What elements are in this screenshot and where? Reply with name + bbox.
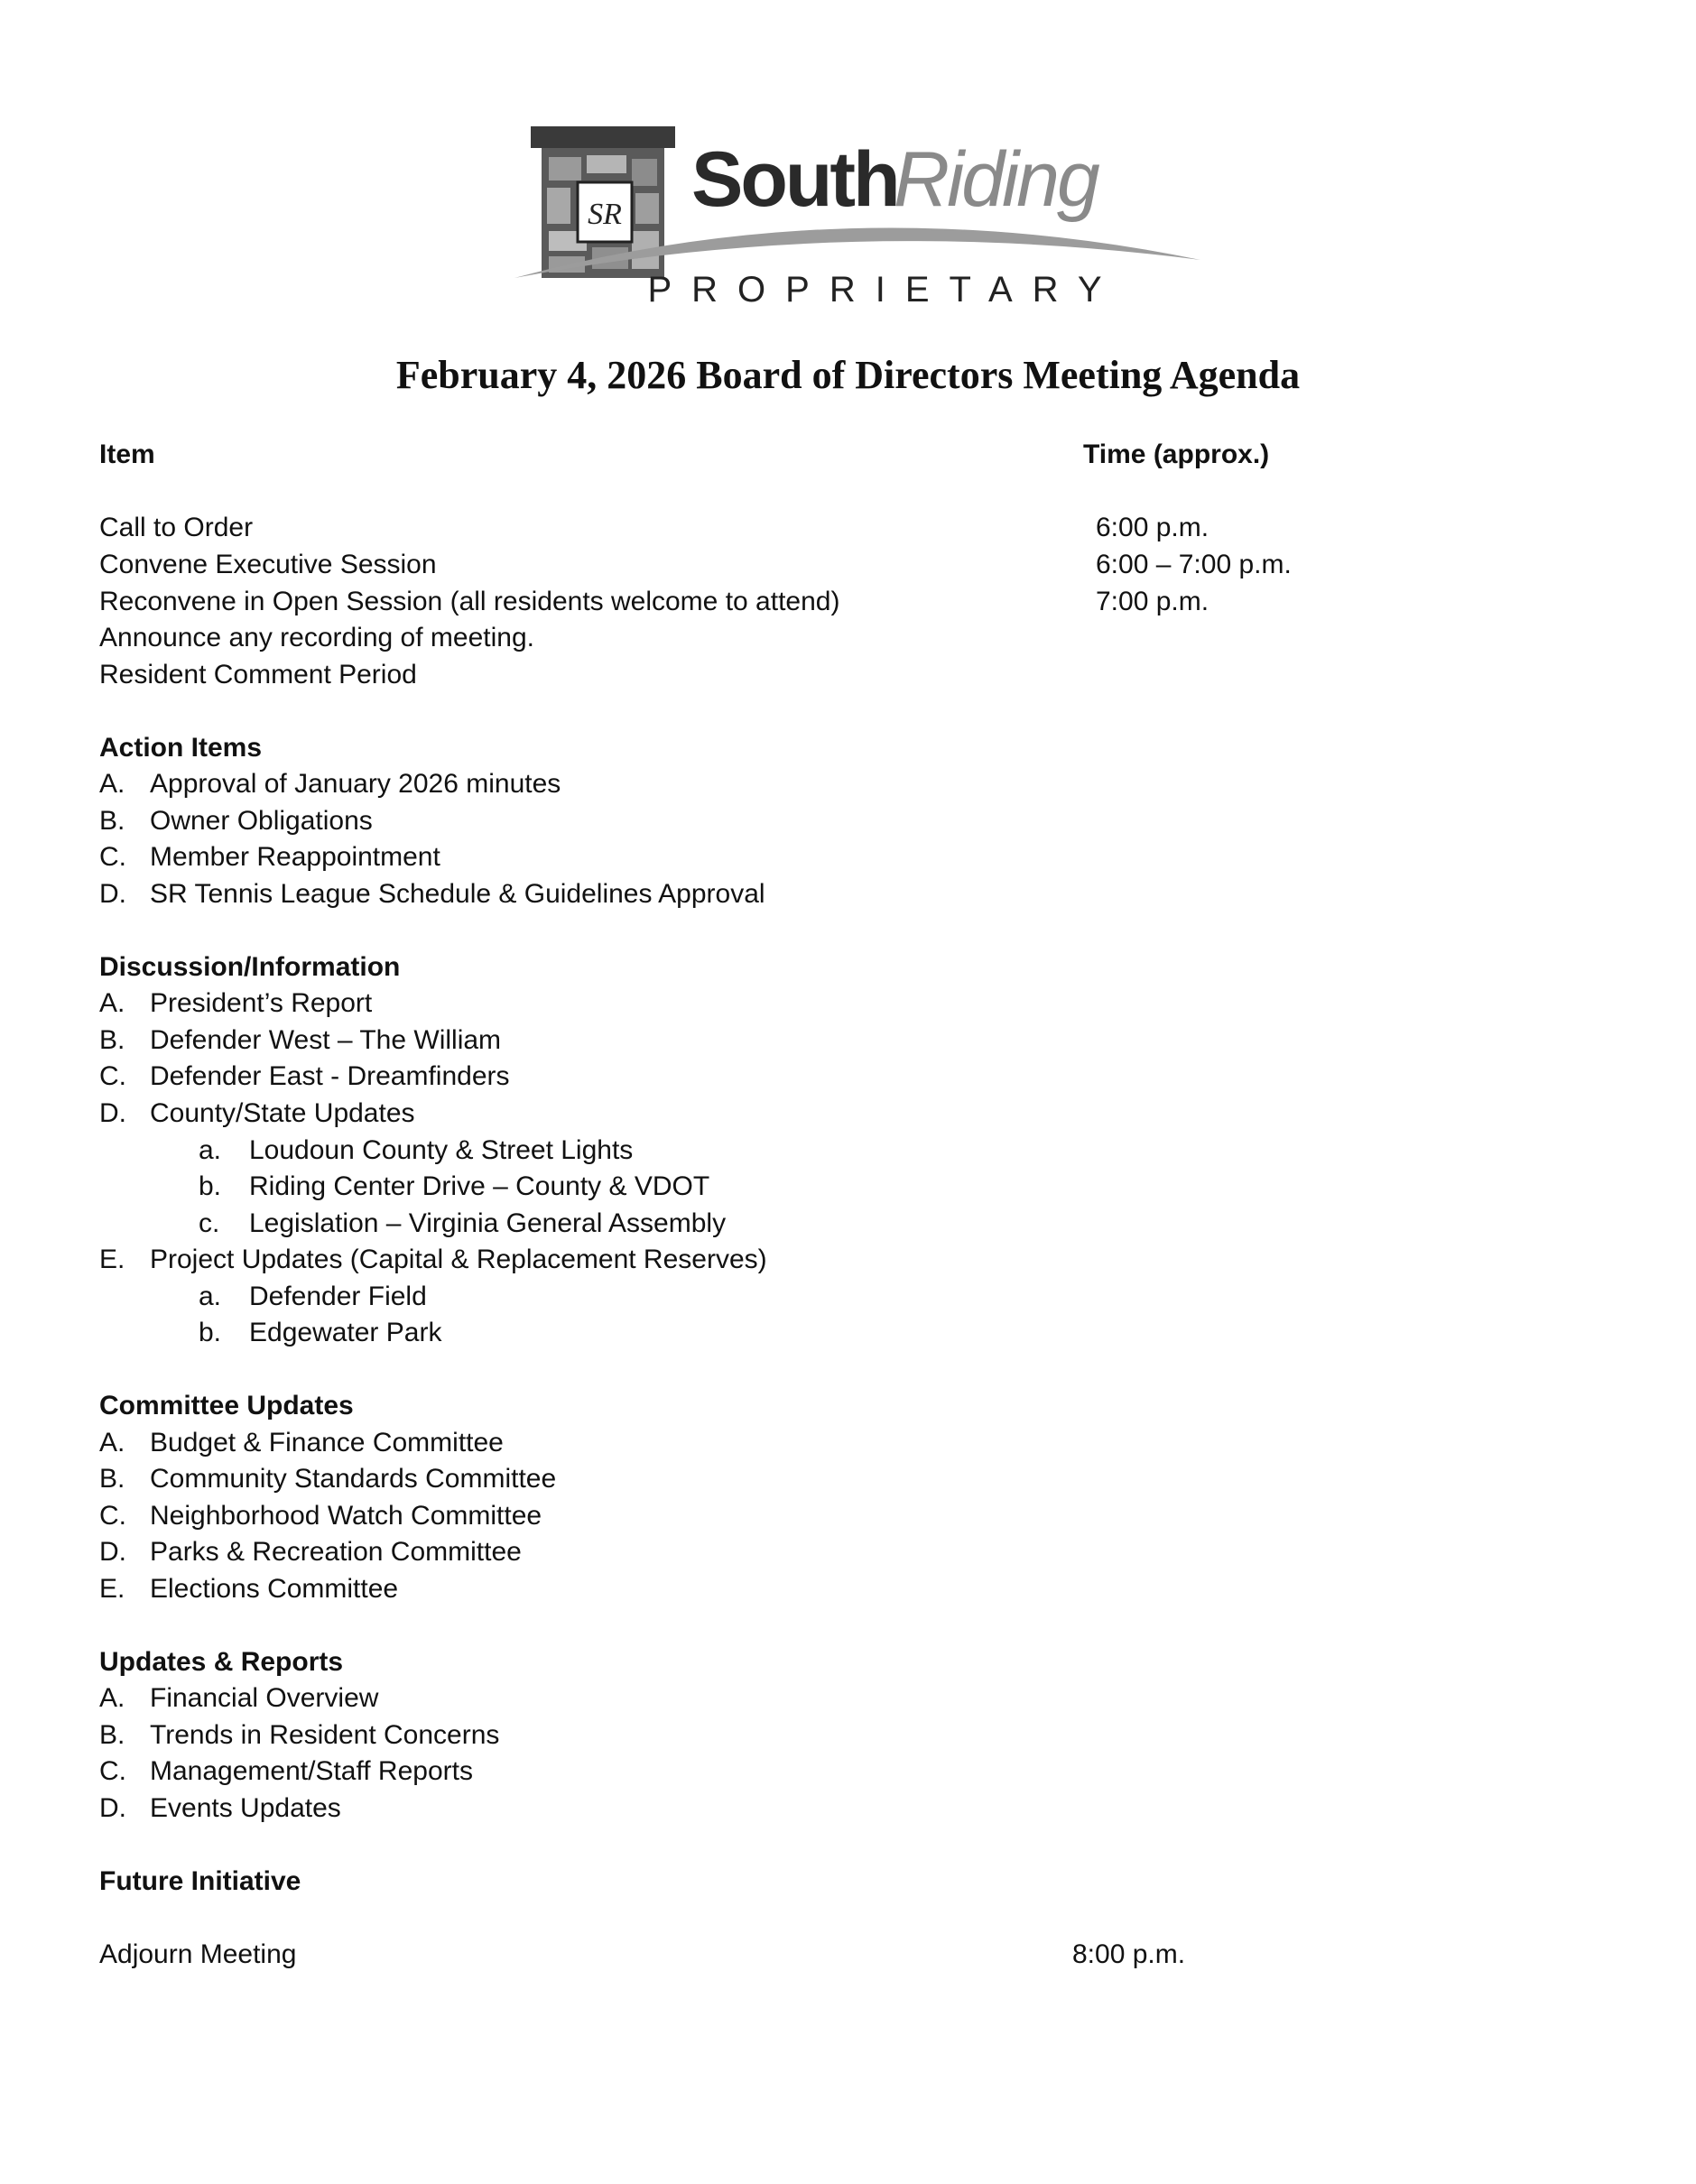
agenda-item-resident-comment: Resident Comment Period bbox=[99, 660, 417, 689]
logo-tagline: PROPRIETARY bbox=[647, 270, 1122, 310]
list-item: Project Updates (Capital & Replacement Reserves) bbox=[150, 1245, 767, 1274]
section-heading-future: Future Initiative bbox=[99, 1866, 301, 1896]
list-item: Management/Staff Reports bbox=[150, 1756, 473, 1786]
agenda-item-recording: Announce any recording of meeting. bbox=[99, 623, 534, 652]
list-item: County/State Updates bbox=[150, 1098, 415, 1128]
sub-item-letter: b. bbox=[199, 1318, 222, 1347]
list-item-letter: B. bbox=[99, 806, 125, 836]
section-heading-discussion: Discussion/Information bbox=[99, 952, 401, 982]
list-item: Owner Obligations bbox=[150, 806, 373, 836]
page-title: February 4, 2026 Board of Directors Meeting Agenda bbox=[395, 353, 1301, 397]
list-item-letter: A. bbox=[99, 769, 125, 799]
section-heading-committees: Committee Updates bbox=[99, 1391, 354, 1421]
list-item-letter: B. bbox=[99, 1720, 125, 1750]
agenda-time-open-session: 7:00 p.m. bbox=[1096, 587, 1209, 616]
sub-item-letter: b. bbox=[199, 1171, 222, 1201]
logo-monogram: SR bbox=[588, 198, 622, 231]
list-item-letter: A. bbox=[99, 988, 125, 1018]
sub-item-letter: a. bbox=[199, 1282, 222, 1311]
column-heading-item: Item bbox=[99, 440, 155, 469]
list-item: Events Updates bbox=[150, 1793, 341, 1823]
logo-brand-primary: South bbox=[691, 136, 898, 223]
list-item-letter: C. bbox=[99, 1501, 126, 1531]
agenda-item-open-session: Reconvene in Open Session (all residents welcome to attend) bbox=[99, 587, 840, 616]
sub-item: Defender Field bbox=[249, 1282, 427, 1311]
list-item-letter: B. bbox=[99, 1025, 125, 1055]
agenda-item-executive-session: Convene Executive Session bbox=[99, 550, 437, 579]
sub-item: Legislation – Virginia General Assembly bbox=[249, 1208, 727, 1238]
list-item: Trends in Resident Concerns bbox=[150, 1720, 500, 1750]
list-item-letter: C. bbox=[99, 1756, 126, 1786]
section-heading-action-items: Action Items bbox=[99, 733, 263, 763]
list-item-letter: C. bbox=[99, 1061, 126, 1091]
list-item-letter: A. bbox=[99, 1683, 125, 1713]
list-item: Defender West – The William bbox=[150, 1025, 502, 1055]
south-riding-logo bbox=[505, 116, 1228, 314]
sub-item: Edgewater Park bbox=[249, 1318, 442, 1347]
list-item-letter: E. bbox=[99, 1245, 125, 1274]
sub-item-letter: c. bbox=[199, 1208, 220, 1238]
list-item-letter: D. bbox=[99, 1793, 126, 1823]
agenda-time-call-to-order: 6:00 p.m. bbox=[1096, 513, 1209, 542]
logo-brand-secondary: Riding bbox=[894, 136, 1098, 223]
list-item: Defender East - Dreamfinders bbox=[150, 1061, 510, 1091]
list-item: President’s Report bbox=[150, 988, 373, 1018]
sub-item-letter: a. bbox=[199, 1135, 222, 1165]
list-item: Neighborhood Watch Committee bbox=[150, 1501, 542, 1531]
list-item: Parks & Recreation Committee bbox=[150, 1537, 522, 1567]
section-heading-reports: Updates & Reports bbox=[99, 1647, 344, 1677]
list-item-letter: D. bbox=[99, 1098, 126, 1128]
sub-item: Loudoun County & Street Lights bbox=[249, 1135, 634, 1165]
agenda-time-executive-session: 6:00 – 7:00 p.m. bbox=[1096, 550, 1292, 579]
column-heading-time: Time (approx.) bbox=[1083, 440, 1270, 469]
list-item: Budget & Finance Committee bbox=[150, 1428, 504, 1458]
list-item: Member Reappointment bbox=[150, 842, 440, 872]
agenda-item-call-to-order: Call to Order bbox=[99, 513, 254, 542]
list-item-letter: B. bbox=[99, 1464, 125, 1494]
agenda-time-adjourn: 8:00 p.m. bbox=[1072, 1939, 1186, 1969]
agenda-item-adjourn: Adjourn Meeting bbox=[99, 1939, 297, 1969]
list-item: SR Tennis League Schedule & Guidelines Approval bbox=[150, 879, 765, 909]
list-item-letter: E. bbox=[99, 1574, 125, 1604]
list-item: Community Standards Committee bbox=[150, 1464, 557, 1494]
list-item-letter: C. bbox=[99, 842, 126, 872]
list-item-letter: A. bbox=[99, 1428, 125, 1458]
list-item-letter: D. bbox=[99, 1537, 126, 1567]
list-item: Elections Committee bbox=[150, 1574, 399, 1604]
list-item: Financial Overview bbox=[150, 1683, 379, 1713]
list-item-letter: D. bbox=[99, 879, 126, 909]
list-item: Approval of January 2026 minutes bbox=[150, 769, 561, 799]
sub-item: Riding Center Drive – County & VDOT bbox=[249, 1171, 710, 1201]
